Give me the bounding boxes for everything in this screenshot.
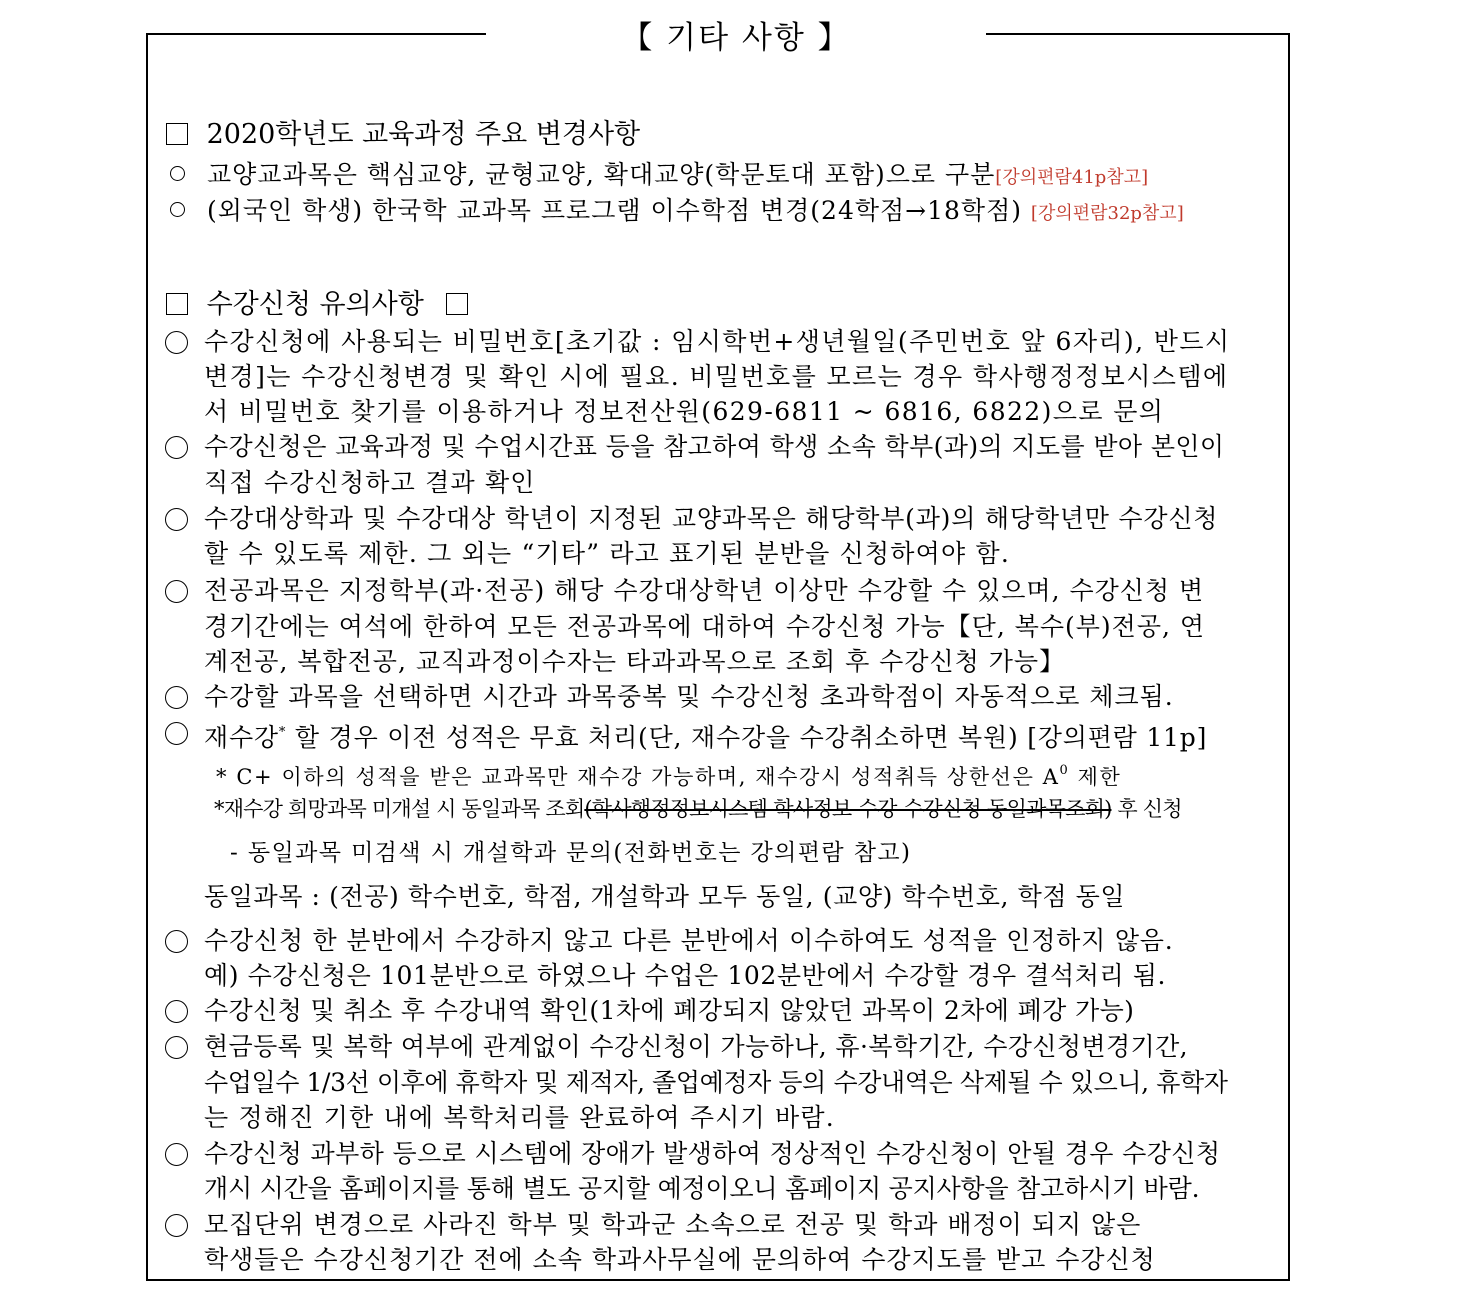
list-item-text: 교양교과목은 핵심교양, 균형교양, 확대교양(학문토대 포함)으로 구분 bbox=[206, 160, 996, 189]
notice-line: 수강신청 및 취소 후 수강내역 확인(1차에 폐강되지 않았던 과목이 2차에 폐강 가능) bbox=[204, 996, 1135, 1025]
notice-line: 계전공, 복합전공, 교직과정이수자는 타과과목으로 조회 후 수강신청 가능】 bbox=[204, 647, 1066, 676]
notice-line: 직접 수강신청하고 결과 확인 bbox=[204, 468, 536, 497]
notice-line: 서 비밀번호 찾기를 이용하거나 정보전산원(629-6811 ~ 6816, 6822)으로 문의 bbox=[204, 397, 1165, 426]
checkbox-square-icon bbox=[446, 293, 468, 315]
grade-note-limit: 제한 bbox=[1077, 765, 1122, 789]
notice-line: 는 정해진 기한 내에 복학처리를 완료하여 주시기 바람. bbox=[204, 1103, 835, 1132]
notice-line: 수강할 과목을 선택하면 시간과 과목중복 및 수강신청 초과학점이 자동적으로 체크됨. bbox=[204, 682, 1174, 711]
same-course-text: *재수강 희망과목 미개설 시 동일과목 조회 bbox=[214, 797, 585, 821]
checkbox-square-icon bbox=[166, 293, 188, 315]
notice-line: 학생들은 수강신청기간 전에 소속 학과사무실에 문의하여 수강지도를 받고 수강신청 bbox=[204, 1245, 1156, 1274]
notice-line: 현금등록 및 복학 여부에 관계없이 수강신청이 가능하나, 휴·복학기간, 수강신청변경기간, bbox=[204, 1032, 1188, 1061]
checkbox-square-icon bbox=[166, 123, 188, 145]
list-item-text: (외국인 학생) 한국학 교과목 프로그램 이수학점 변경(24학점→18학점) bbox=[206, 196, 1031, 225]
grade-superscript: 0 bbox=[1059, 763, 1070, 778]
notice-line: 모집단위 변경으로 사라진 학부 및 학과군 소속으로 전공 및 학과 배정이 되지 않은 bbox=[204, 1210, 1142, 1239]
circle-bullet-icon bbox=[165, 722, 188, 745]
same-course-suffix: 후 신청 bbox=[1111, 797, 1182, 821]
circle-bullet-icon bbox=[165, 1036, 188, 1059]
circle-bullet-icon bbox=[165, 1143, 188, 1166]
grade-note-text: * C+ 이하의 성적을 받은 교과목만 재수강 가능하며, 재수강시 성적취득 상한선은 A bbox=[216, 765, 1060, 789]
circle-bullet-icon bbox=[165, 1214, 188, 1237]
notice-line: 수업일수 1/3선 이후에 휴학자 및 제적자, 졸업예정자 등의 수강내역은 삭제될 수 있으니, 휴학자 bbox=[204, 1068, 1228, 1097]
notice-line: 수강신청에 사용되는 비밀번호[초기값 : 임시학번+생년월일(주민번호 앞 6자리), 반드시 bbox=[204, 327, 1231, 356]
notice-line: 수강신청 과부하 등으로 시스템에 장애가 발생하여 정상적인 수강신청이 안될 경우 수강신청 bbox=[204, 1139, 1221, 1168]
notice-line: - 동일과목 미검색 시 개설학과 문의(전화번호는 강의편람 참고) bbox=[230, 840, 912, 866]
circle-bullet-icon bbox=[165, 331, 188, 354]
section-heading-changes bbox=[166, 118, 640, 152]
notice-line: 동일과목 : (전공) 학수번호, 학점, 개설학과 모두 동일, (교양) 학수번호, 학점 동일 bbox=[204, 882, 1126, 911]
retake-note-same-course bbox=[214, 792, 1182, 826]
circle-bullet-icon bbox=[165, 686, 188, 709]
notice-line: 개시 시간을 홈페이지를 통해 별도 공지할 예정이오니 홈페이지 공지사항을 참고하시기 바람. bbox=[204, 1174, 1200, 1203]
section-heading-text: 2020학년도 교육과정 주요 변경사항 bbox=[206, 119, 641, 150]
retake-note-grade bbox=[216, 754, 1121, 794]
notice-line: 예) 수강신청은 101분반으로 하였으나 수업은 102분반에서 수강할 경우 결석처리 됨. bbox=[204, 961, 1167, 990]
notice-line: 변경]는 수강신청변경 및 확인 시에 필요. 비밀번호를 모르는 경우 학사행정정보시스템에 bbox=[204, 362, 1229, 391]
notice-line: 할 수 있도록 제한. 그 외는 “기타” 라고 표기된 분반을 신청하여야 함. bbox=[204, 539, 1010, 568]
retake-text: 할 경우 이전 성적은 무효 처리(단, 재수강을 수강취소하면 복원) [강의편람 11p] bbox=[294, 723, 1208, 752]
reference-note: [강의편람41p참고] bbox=[995, 167, 1149, 188]
notice-line: 전공과목은 지정학부(과·전공) 해당 수강대상학년 이상만 수강할 수 있으며, 수강신청 변 bbox=[204, 576, 1205, 605]
circle-bullet-icon bbox=[170, 166, 185, 181]
section-heading-notes bbox=[166, 288, 468, 322]
notice-line: 경기간에는 여석에 한하여 모든 전공과목에 대하여 수강신청 가능【단, 복수(부)전공, 연 bbox=[204, 612, 1206, 641]
footnote-mark: * bbox=[278, 725, 287, 740]
reference-note: [강의편람32p참고] bbox=[1030, 203, 1184, 224]
notice-line: 수강신청 한 분반에서 수강하지 않고 다른 분반에서 이수하여도 성적을 인정하지 않음. bbox=[204, 926, 1174, 955]
circle-bullet-icon bbox=[165, 930, 188, 953]
page-title: 【 기타 사항 】 bbox=[621, 20, 851, 56]
retake-term: 재수강 bbox=[204, 723, 279, 752]
notice-line: 수강신청은 교육과정 및 수업시간표 등을 참고하여 학생 소속 학부(과)의 지도를 받아 본인이 bbox=[204, 432, 1225, 461]
list-item bbox=[170, 194, 1184, 231]
same-course-path: (학사행정정보시스템-학사정보-수강-수강신청-동일과목조회) bbox=[584, 797, 1112, 821]
notice-line: 수강대상학과 및 수강대상 학년이 지정된 교양과목은 해당학부(과)의 해당학년만 수강신청 bbox=[204, 504, 1219, 533]
list-item bbox=[170, 158, 1148, 195]
circle-bullet-icon bbox=[170, 202, 185, 217]
circle-bullet-icon bbox=[165, 580, 188, 603]
circle-bullet-icon bbox=[165, 1000, 188, 1023]
notice-line-retake bbox=[204, 716, 1207, 755]
circle-bullet-icon bbox=[165, 508, 188, 531]
section-heading-text: 수강신청 유의사항 bbox=[206, 289, 424, 320]
circle-bullet-icon bbox=[165, 436, 188, 459]
